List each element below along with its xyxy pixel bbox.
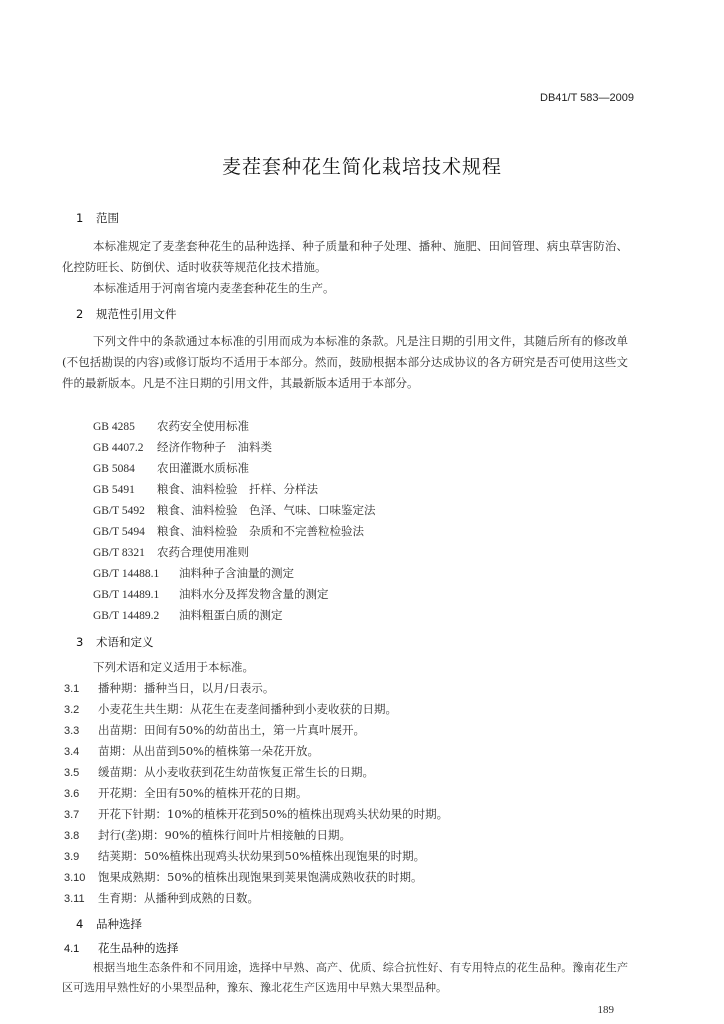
subsection-title: 花生品种的选择 [98, 941, 179, 955]
section-2-paragraph: 下列文件中的条款通过本标准的引用而成为本标准的条款。凡是注日期的引用文件，其随后所有的修改单(不包括勘误的内容)或修订版均不适用于本部分。然而，鼓励根据本部分达成协议的各方研究是否可使用这些文件的最新版本。凡是不注日期的引用文件，其最新版本适用于本部分。 [62, 334, 628, 390]
term-item [64, 806, 448, 822]
reference-code: GB 4407.2 [93, 442, 144, 454]
term-text: 封行(垄)期：90%的植株行间叶片相接触的日期。 [98, 828, 352, 842]
term-number: 3.3 [64, 725, 80, 737]
reference-title: 粮食、油料检验 色泽、气味、口味鉴定法 [157, 503, 376, 517]
term-text: 缓苗期：从小麦收获到花生幼苗恢复正常生长的日期。 [98, 765, 374, 779]
reference-title: 粮食、油料检验 杂质和不完善粒检验法 [157, 524, 364, 538]
reference-item [93, 565, 294, 581]
term-item [64, 827, 351, 843]
term-number: 3.2 [64, 704, 80, 716]
term-item [64, 764, 374, 780]
term-item [64, 701, 397, 717]
subsection-number: 4.1 [64, 943, 80, 955]
reference-code: GB/T 5494 [93, 526, 145, 538]
subsection-4-1-heading [64, 940, 179, 956]
reference-item [93, 502, 376, 518]
reference-code: GB 4285 [93, 421, 135, 433]
reference-item [93, 586, 329, 602]
term-number: 3.6 [64, 788, 80, 800]
reference-title: 粮食、油料检验 扦样、分样法 [157, 482, 318, 496]
term-text: 结荚期：50%植株出现鸡头状幼果到50%植株出现饱果的时期。 [98, 849, 426, 863]
term-text: 播种期：播种当日，以月/日表示。 [98, 681, 275, 695]
section-1-heading [76, 210, 119, 226]
section-number: 2 [76, 307, 84, 321]
reference-item [93, 439, 272, 455]
term-item [64, 869, 423, 885]
reference-item [93, 523, 364, 539]
reference-code: GB/T 8321 [93, 547, 145, 559]
section-3-intro: 下列术语和定义适用于本标准。 [93, 660, 254, 674]
subsection-4-1-paragraph: 根据当地生态条件和不同用途，选择中早熟、高产、优质、综合抗性好、有专用特点的花生品种。豫南花生产区可选用早熟性好的小果型品种，豫东、豫北花生产区选用中早熟大果型品种。 [62, 961, 628, 994]
section-1-paragraph-1: 本标准规定了麦垄套种花生的品种选择、种子质量和种子处理、播种、施肥、田间管理、病虫草害防治、化控防旺长、防倒伏、适时收获等规范化技术措施。 [62, 239, 628, 274]
term-text: 小麦花生共生期：从花生在麦垄间播种到小麦收获的日期。 [98, 702, 397, 716]
section-title: 品种选择 [96, 917, 142, 931]
reference-code: GB/T 14489.1 [93, 589, 160, 601]
section-number: 1 [76, 211, 84, 225]
reference-code: GB 5084 [93, 463, 135, 475]
section-title: 范围 [96, 211, 119, 225]
section-4-heading [76, 916, 142, 932]
reference-title: 油料水分及挥发物含量的测定 [179, 587, 329, 601]
reference-title: 油料粗蛋白质的测定 [179, 608, 283, 622]
term-item [64, 890, 259, 906]
reference-item [93, 460, 249, 476]
reference-title: 经济作物种子 油料类 [157, 440, 272, 454]
term-number: 3.4 [64, 746, 80, 758]
section-3-heading [76, 634, 154, 650]
reference-item [93, 544, 249, 560]
reference-title: 油料种子含油量的测定 [179, 566, 294, 580]
term-text: 苗期：从出苗到50%的植株第一朵花开放。 [98, 744, 320, 758]
term-number: 3.7 [64, 809, 80, 821]
term-text: 开花下针期：10%的植株开花到50%的植株出现鸡头状幼果的时期。 [98, 807, 449, 821]
section-title: 术语和定义 [96, 635, 154, 649]
term-item [64, 785, 308, 801]
term-number: 3.1 [64, 683, 80, 695]
reference-item [93, 607, 283, 623]
section-1-paragraph-2: 本标准适用于河南省境内麦垄套种花生的生产。 [93, 281, 335, 295]
term-number: 3.8 [64, 830, 80, 842]
reference-item [93, 481, 318, 497]
term-number: 3.5 [64, 767, 80, 779]
standard-code-header: DB41/T 583—2009 [540, 92, 634, 104]
reference-code: GB/T 5492 [93, 505, 145, 517]
term-text: 开花期：全田有50%的植株开花的日期。 [98, 786, 308, 800]
term-text: 出苗期：田间有50%的幼苗出土，第一片真叶展开。 [98, 723, 366, 737]
section-title: 规范性引用文件 [96, 307, 177, 321]
reference-code: GB 5491 [93, 484, 135, 496]
reference-code: GB/T 14488.1 [93, 568, 160, 580]
page-number: 189 [597, 1004, 614, 1016]
reference-title: 农药安全使用标准 [157, 419, 249, 433]
section-number: 4 [76, 917, 84, 931]
section-number: 3 [76, 635, 84, 649]
term-text: 饱果成熟期：50%的植株出现饱果到荚果饱满成熟收获的时期。 [98, 870, 423, 884]
section-2-heading [76, 306, 177, 322]
reference-title: 农田灌溉水质标准 [157, 461, 249, 475]
term-number: 3.11 [64, 893, 85, 905]
term-item [64, 680, 274, 696]
term-text: 生育期：从播种到成熟的日数。 [98, 891, 259, 905]
document-title: 麦茬套种花生简化栽培技术规程 [221, 156, 502, 178]
term-item [64, 743, 319, 759]
term-number: 3.9 [64, 851, 80, 863]
reference-title: 农药合理使用准则 [157, 545, 249, 559]
reference-item [93, 418, 249, 434]
reference-code: GB/T 14489.2 [93, 610, 160, 622]
term-item [64, 722, 365, 738]
term-item [64, 848, 425, 864]
term-number: 3.10 [64, 872, 86, 884]
